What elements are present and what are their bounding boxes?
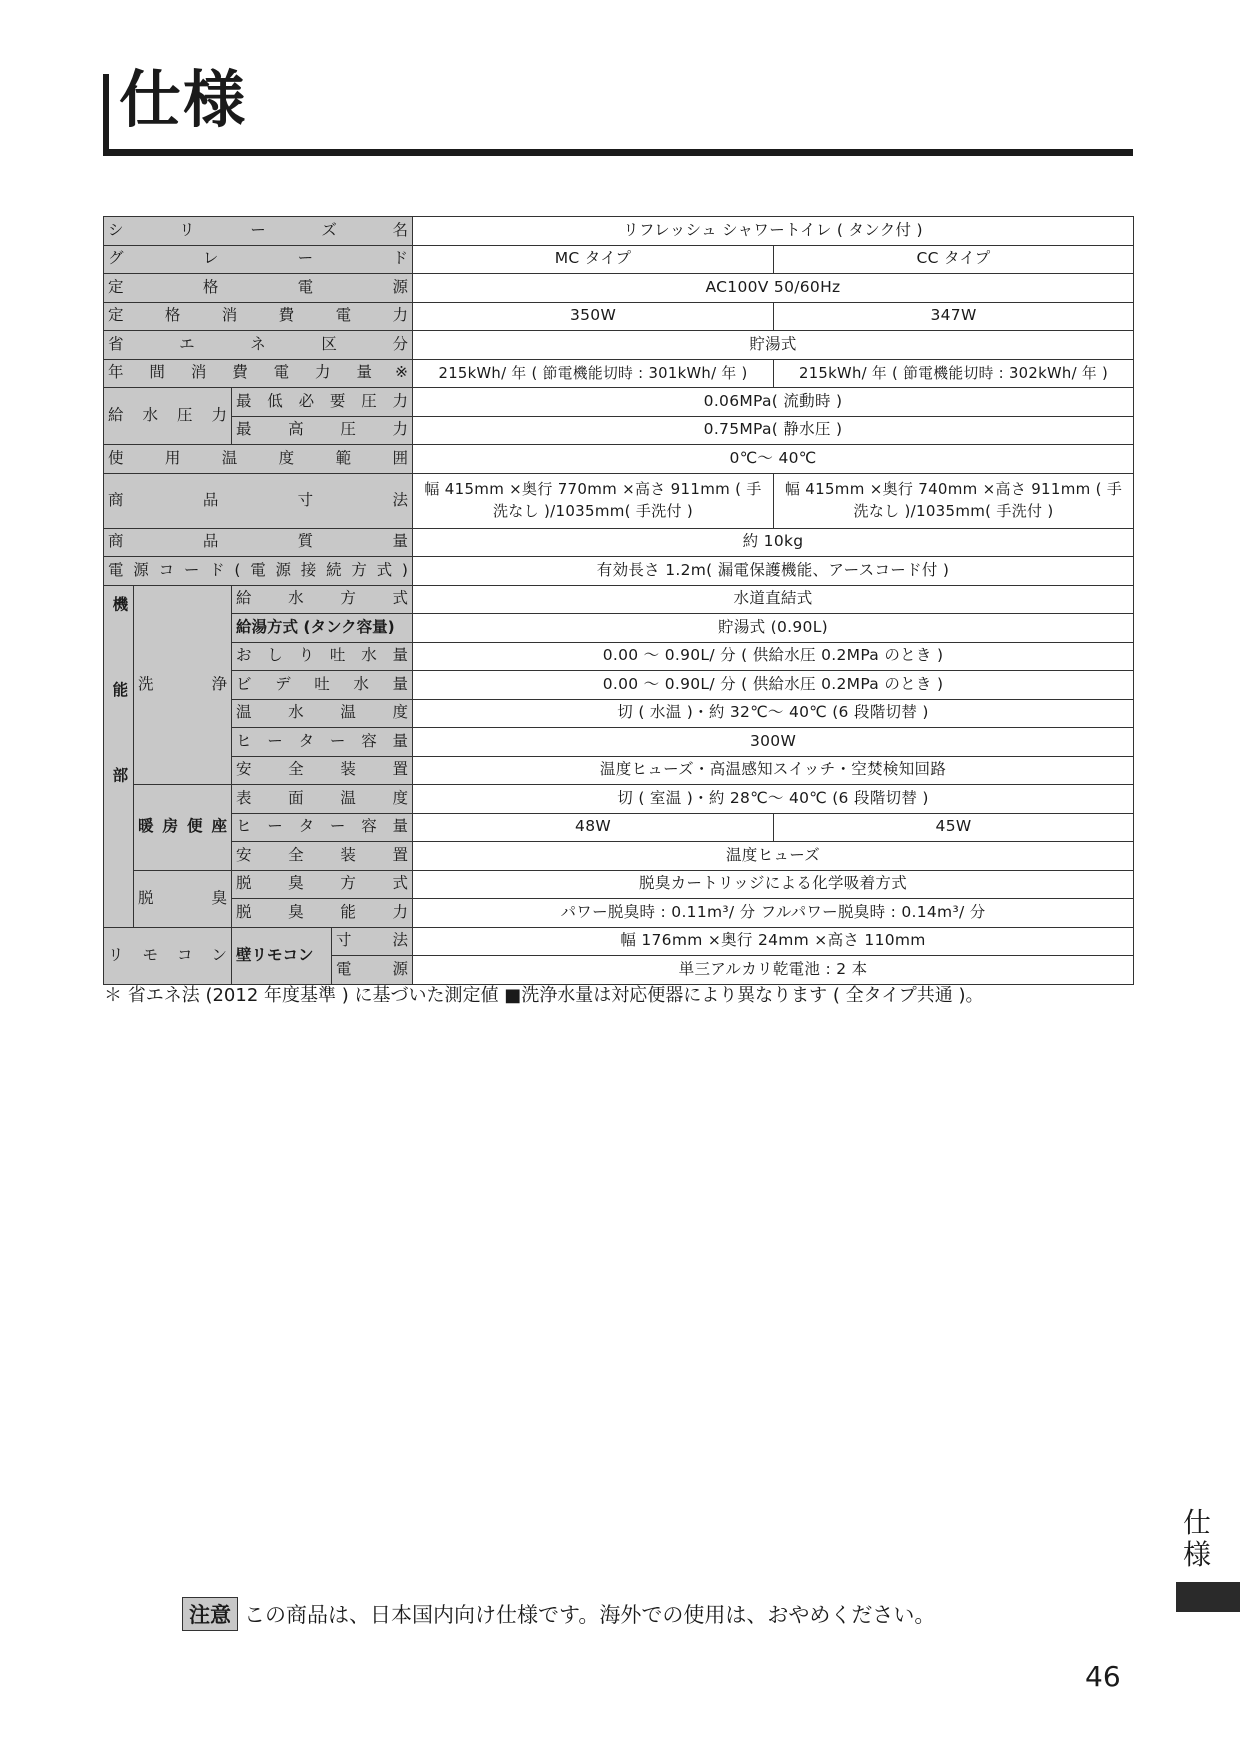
spec-label (232, 785, 413, 814)
table-row (104, 927, 1134, 956)
spec-label (232, 642, 413, 671)
wash-safety-value: 温度ヒューズ・高温感知スイッチ・空焚検知回路 (413, 756, 1134, 785)
page-header (103, 64, 1133, 156)
table-row (104, 245, 1134, 274)
mass-value: 約 10kg (413, 528, 1134, 557)
seat-safety-value: 温度ヒューズ (413, 842, 1134, 871)
cord-label: 電 源 コ ー ド ( 電 源 接 続 方 式 ) (108, 560, 408, 579)
table-row (104, 671, 1134, 700)
spec-label (134, 870, 232, 927)
grade-cc: CC タイプ (774, 245, 1134, 274)
table-row (104, 870, 1134, 899)
table-row (104, 899, 1134, 928)
bidet-spray-value: 0.00 ～ 0.90L/ 分 ( 供給水圧 0.2MPa のとき ) (413, 671, 1134, 700)
spec-label (134, 785, 232, 871)
deodor-label: 脱 臭 (138, 888, 227, 907)
spec-label (332, 956, 413, 985)
table-row (104, 388, 1134, 417)
deodor-power-label: 脱 臭 能 力 (236, 902, 408, 921)
spec-label (232, 870, 413, 899)
table-row (104, 699, 1134, 728)
table-row (104, 785, 1134, 814)
title-underline (103, 149, 1133, 156)
table-row (104, 473, 1134, 528)
grade-label: グ レ ー ド (108, 249, 408, 268)
spec-label (104, 245, 413, 274)
seat-heater-label: ヒ ー タ ー 容 量 (236, 817, 408, 836)
wash-safety-label: 安 全 装 置 (236, 760, 408, 779)
spec-label (104, 528, 413, 557)
spec-label (104, 217, 413, 246)
spec-label (104, 331, 413, 360)
page-number: 46 (1085, 1660, 1121, 1693)
min-pressure-value: 0.06MPa( 流動時 ) (413, 388, 1134, 417)
deodor-power-value: パワー脱臭時 : 0.11m³/ 分 フルパワー脱臭時 : 0.14m³/ 分 (413, 899, 1134, 928)
function-label (104, 586, 133, 927)
energy-class-value: 貯湯式 (413, 331, 1134, 360)
annual-power-mc: 215kWh/ 年 ( 節電機能切時 : 301kWh/ 年 ) (413, 359, 774, 388)
remote-power-label: 電 源 (336, 959, 409, 978)
spec-label (104, 359, 413, 388)
spec-label (232, 585, 413, 614)
spec-label (232, 756, 413, 785)
spec-label (232, 813, 413, 842)
spec-label (104, 927, 232, 984)
power-consumption-label: 定 格 消 費 電 力 (108, 306, 408, 325)
wash-label: 洗 浄 (138, 674, 227, 693)
spec-label (134, 585, 232, 785)
dimensions-cc: 幅 415mm ×奥行 740mm ×高さ 911mm ( 手洗なし )/1035mm( 手洗付 ) (774, 473, 1134, 528)
table-row (104, 274, 1134, 303)
dimensions-label: 商 品 寸 法 (108, 490, 408, 509)
bidet-spray-label: ビ デ 吐 水 量 (236, 674, 409, 693)
spec-label (232, 899, 413, 928)
deodor-method-value: 脱臭カートリッジによる化学吸着方式 (413, 870, 1134, 899)
power-source-value: AC100V 50/60Hz (413, 274, 1134, 303)
notice-badge: 注意 (182, 1597, 238, 1631)
title-vertical-rule (103, 74, 109, 156)
temp-range-label: 使 用 温 度 範 囲 (108, 448, 408, 467)
table-row (104, 585, 1134, 614)
table-row (104, 614, 1134, 643)
spec-label (232, 728, 413, 757)
remote-label: リ モ コ ン (108, 945, 227, 964)
water-pressure-label: 給 水 圧 力 (108, 406, 227, 425)
max-pressure-label: 最 高 圧 力 (236, 420, 408, 439)
spec-label (104, 445, 413, 474)
seat-heater-cc: 45W (774, 813, 1134, 842)
table-row (104, 302, 1134, 331)
spec-label (332, 927, 413, 956)
temp-range-value: 0℃～ 40℃ (413, 445, 1134, 474)
seat-temp-value: 切 ( 室温 )・約 28℃～ 40℃ (6 段階切替 ) (413, 785, 1134, 814)
water-supply-method-label: 給 水 方 式 (236, 589, 408, 608)
table-row (104, 642, 1134, 671)
table-row (104, 445, 1134, 474)
table-row (104, 756, 1134, 785)
hot-water-method-value: 貯湯式 (0.90L) (413, 614, 1134, 643)
spec-label (104, 473, 413, 528)
seat-heater-mc: 48W (413, 813, 774, 842)
water-temp-value: 切 ( 水温 )・約 32℃～ 40℃ (6 段階切替 ) (413, 699, 1134, 728)
table-row (104, 359, 1134, 388)
hot-water-method-label: 給湯方式 (タンク容量) (232, 614, 413, 643)
seat-label: 暖 房 便 座 (138, 817, 227, 836)
spec-label (232, 671, 413, 700)
notice (182, 1597, 935, 1631)
footnote: ＊ 省エネ法 (2012 年度基準 ) に基づいた測定値 ■洗浄水量は対応便器により異なります ( 全タイプ共通 )。 (104, 985, 984, 1006)
side-section-label: 仕 様 (1182, 1506, 1211, 1571)
cord-value: 有効長さ 1.2m( 漏電保護機能、アースコード付 ) (413, 557, 1134, 586)
spec-label (104, 274, 413, 303)
spec-label (104, 302, 413, 331)
table-row (104, 416, 1134, 445)
bottom-spray-value: 0.00 ～ 0.90L/ 分 ( 供給水圧 0.2MPa のとき ) (413, 642, 1134, 671)
energy-class-label: 省 エ ネ 区 分 (108, 334, 409, 353)
annual-power-cc: 215kWh/ 年 ( 節電機能切時 : 302kWh/ 年 ) (774, 359, 1134, 388)
table-row (104, 728, 1134, 757)
wash-heater-label: ヒ ー タ ー 容 量 (236, 731, 408, 750)
table-row (104, 331, 1134, 360)
table-row (104, 813, 1134, 842)
table-row (104, 528, 1134, 557)
function-label-cell (104, 585, 134, 927)
dimensions-mc: 幅 415mm ×奥行 770mm ×高さ 911mm ( 手洗なし )/1035mm( 手洗付 ) (413, 473, 774, 528)
table-row (104, 217, 1134, 246)
power-consumption-cc: 347W (774, 302, 1134, 331)
page-title: 仕様 (119, 63, 248, 136)
spec-table (103, 216, 1134, 985)
power-consumption-mc: 350W (413, 302, 774, 331)
spec-label (232, 416, 413, 445)
spec-label (104, 557, 413, 586)
series-value: リフレッシュ シャワートイレ ( タンク付 ) (413, 217, 1134, 246)
wall-remote-label: 壁リモコン (232, 927, 332, 984)
series-label: シ リ ー ズ 名 (108, 220, 409, 239)
seat-temp-label: 表 面 温 度 (236, 788, 408, 807)
notice-text: この商品は、日本国内向け仕様です。海外での使用は、おやめください。 (244, 1603, 936, 1627)
wash-heater-value: 300W (413, 728, 1134, 757)
seat-safety-label: 安 全 装 置 (236, 845, 408, 864)
annual-power-label: 年 間 消 費 電 力 量 (108, 363, 372, 382)
remote-power-value: 単三アルカリ乾電池 : 2 本 (413, 956, 1134, 985)
remote-size-label: 寸 法 (336, 931, 409, 950)
bottom-spray-label: お し り 吐 水 量 (236, 646, 408, 665)
side-tab-marker (1176, 1582, 1240, 1612)
grade-mc: MC タイプ (413, 245, 774, 274)
max-pressure-value: 0.75MPa( 静水圧 ) (413, 416, 1134, 445)
table-row (104, 842, 1134, 871)
spec-label (232, 699, 413, 728)
function-label-text: 機能部 (110, 595, 129, 852)
remote-size-value: 幅 176mm ×奥行 24mm ×高さ 110mm (413, 927, 1134, 956)
table-row (104, 557, 1134, 586)
min-pressure-label: 最 低 必 要 圧 力 (236, 391, 408, 410)
spec-label (232, 388, 413, 417)
spec-label (232, 842, 413, 871)
water-temp-label: 温 水 温 度 (236, 703, 408, 722)
annual-power-mark: ※ (395, 363, 409, 382)
water-supply-method-value: 水道直結式 (413, 585, 1134, 614)
deodor-method-label: 脱 臭 方 式 (236, 874, 408, 893)
mass-label: 商 品 質 量 (108, 532, 408, 551)
power-source-label: 定 格 電 源 (108, 277, 408, 296)
spec-label (104, 388, 232, 445)
